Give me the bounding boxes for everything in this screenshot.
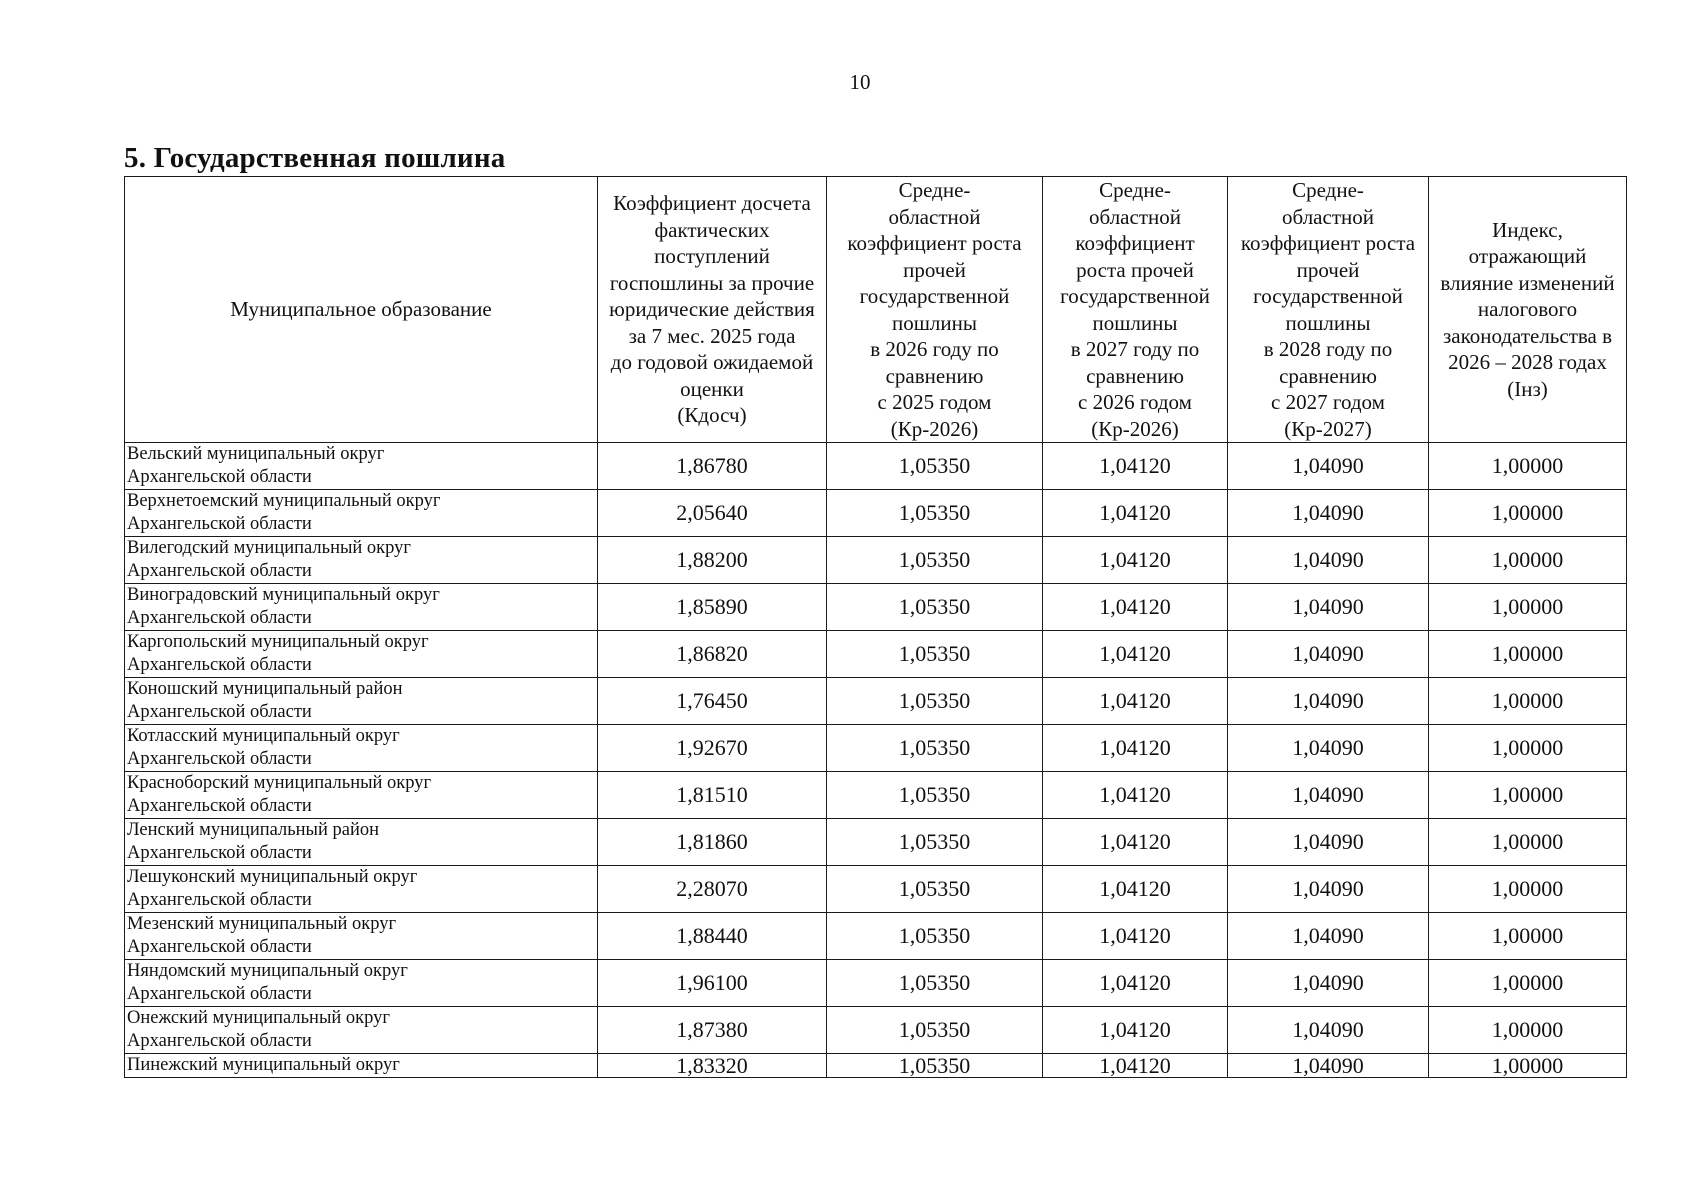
kdosch-value: 1,87380 xyxy=(598,1007,827,1054)
municipality-name: Мезенский муниципальный округ Архангельской области xyxy=(125,913,598,960)
kr-2028-value: 1,04090 xyxy=(1228,819,1429,866)
kr-2027-value: 1,04120 xyxy=(1043,772,1228,819)
table-row xyxy=(125,678,1627,725)
page-number: 10 xyxy=(849,70,871,94)
table-row xyxy=(125,772,1627,819)
kr-2028-value: 1,04090 xyxy=(1228,913,1429,960)
kr-2026-value: 1,05350 xyxy=(827,443,1043,490)
header-kr-2027: Средне- областной коэффициент роста прочей государственной пошлины в 2027 году по сравнению с 2026 годом (Кр-2026) xyxy=(1043,177,1228,443)
kr-2028-value: 1,04090 xyxy=(1228,866,1429,913)
inz-value: 1,00000 xyxy=(1429,913,1627,960)
municipality-name: Красноборский муниципальный округ Архангельской области xyxy=(125,772,598,819)
header-kr-2026: Средне- областной коэффициент роста прочей государственной пошлины в 2026 году по сравнению с 2025 годом (Кр-2026) xyxy=(827,177,1043,443)
inz-value: 1,00000 xyxy=(1429,819,1627,866)
kr-2028-value: 1,04090 xyxy=(1228,631,1429,678)
header-kr-2028: Средне- областной коэффициент роста прочей государственной пошлины в 2028 году по сравнению с 2027 годом (Кр-2027) xyxy=(1228,177,1429,443)
kr-2028-value: 1,04090 xyxy=(1228,537,1429,584)
table-row xyxy=(125,443,1627,490)
kr-2026-value: 1,05350 xyxy=(827,631,1043,678)
kr-2026-value: 1,05350 xyxy=(827,819,1043,866)
table-row xyxy=(125,490,1627,537)
kr-2027-value: 1,04120 xyxy=(1043,1054,1228,1078)
kr-2028-value: 1,04090 xyxy=(1228,1054,1429,1078)
kr-2028-value: 1,04090 xyxy=(1228,772,1429,819)
inz-value: 1,00000 xyxy=(1429,866,1627,913)
inz-value: 1,00000 xyxy=(1429,1007,1627,1054)
table-row xyxy=(125,960,1627,1007)
kr-2027-value: 1,04120 xyxy=(1043,819,1228,866)
kr-2026-value: 1,05350 xyxy=(827,1007,1043,1054)
kr-2028-value: 1,04090 xyxy=(1228,584,1429,631)
kr-2026-value: 1,05350 xyxy=(827,490,1043,537)
kr-2027-value: 1,04120 xyxy=(1043,631,1228,678)
kdosch-value: 1,76450 xyxy=(598,678,827,725)
section-title: 5. Государственная пошлина xyxy=(124,142,506,174)
table-row xyxy=(125,584,1627,631)
table-row xyxy=(125,866,1627,913)
table-header-row xyxy=(125,177,1627,443)
kdosch-value: 1,83320 xyxy=(598,1054,827,1078)
kr-2026-value: 1,05350 xyxy=(827,866,1043,913)
kr-2026-value: 1,05350 xyxy=(827,913,1043,960)
table-row xyxy=(125,819,1627,866)
municipality-name: Пинежский муниципальный округ xyxy=(125,1054,598,1078)
kr-2027-value: 1,04120 xyxy=(1043,866,1228,913)
table-row xyxy=(125,725,1627,772)
municipality-name: Верхнетоемский муниципальный округ Архангельской области xyxy=(125,490,598,537)
inz-value: 1,00000 xyxy=(1429,960,1627,1007)
kr-2027-value: 1,04120 xyxy=(1043,678,1228,725)
kr-2028-value: 1,04090 xyxy=(1228,725,1429,772)
inz-value: 1,00000 xyxy=(1429,725,1627,772)
header-municipality: Муниципальное образование xyxy=(125,177,598,443)
table-row xyxy=(125,1007,1627,1054)
kr-2026-value: 1,05350 xyxy=(827,960,1043,1007)
kr-2026-value: 1,05350 xyxy=(827,725,1043,772)
inz-value: 1,00000 xyxy=(1429,490,1627,537)
kdosch-value: 1,88200 xyxy=(598,537,827,584)
inz-value: 1,00000 xyxy=(1429,537,1627,584)
kr-2026-value: 1,05350 xyxy=(827,584,1043,631)
kr-2028-value: 1,04090 xyxy=(1228,490,1429,537)
municipality-name: Вельский муниципальный округ Архангельской области xyxy=(125,443,598,490)
kr-2028-value: 1,04090 xyxy=(1228,443,1429,490)
table-row xyxy=(125,913,1627,960)
kdosch-value: 1,85890 xyxy=(598,584,827,631)
kdosch-value: 1,96100 xyxy=(598,960,827,1007)
table-row xyxy=(125,537,1627,584)
kr-2027-value: 1,04120 xyxy=(1043,960,1228,1007)
kr-2027-value: 1,04120 xyxy=(1043,490,1228,537)
kr-2027-value: 1,04120 xyxy=(1043,443,1228,490)
inz-value: 1,00000 xyxy=(1429,631,1627,678)
kr-2028-value: 1,04090 xyxy=(1228,678,1429,725)
kdosch-value: 1,81860 xyxy=(598,819,827,866)
kr-2026-value: 1,05350 xyxy=(827,678,1043,725)
municipality-name: Каргопольский муниципальный округ Архангельской области xyxy=(125,631,598,678)
kdosch-value: 2,28070 xyxy=(598,866,827,913)
kdosch-value: 1,81510 xyxy=(598,772,827,819)
kr-2027-value: 1,04120 xyxy=(1043,725,1228,772)
municipality-name: Лешуконский муниципальный округ Архангельской области xyxy=(125,866,598,913)
table-row xyxy=(125,1054,1627,1078)
kdosch-value: 1,86780 xyxy=(598,443,827,490)
kr-2027-value: 1,04120 xyxy=(1043,913,1228,960)
inz-value: 1,00000 xyxy=(1429,772,1627,819)
municipality-name: Виноградовский муниципальный округ Архангельской области xyxy=(125,584,598,631)
kr-2028-value: 1,04090 xyxy=(1228,960,1429,1007)
kr-2026-value: 1,05350 xyxy=(827,772,1043,819)
municipality-name: Вилегодский муниципальный округ Архангельской области xyxy=(125,537,598,584)
municipality-name: Ленский муниципальный район Архангельской области xyxy=(125,819,598,866)
kdosch-value: 1,86820 xyxy=(598,631,827,678)
kdosch-value: 2,05640 xyxy=(598,490,827,537)
kr-2026-value: 1,05350 xyxy=(827,537,1043,584)
header-inz: Индекс, отражающий влияние изменений налогового законодательства в 2026 – 2028 годах (Iнз) xyxy=(1429,177,1627,443)
municipality-name: Няндомский муниципальный округ Архангельской области xyxy=(125,960,598,1007)
kdosch-value: 1,88440 xyxy=(598,913,827,960)
inz-value: 1,00000 xyxy=(1429,678,1627,725)
state-duty-table xyxy=(124,176,1627,1078)
kr-2027-value: 1,04120 xyxy=(1043,1007,1228,1054)
header-kdosch: Коэффициент досчета фактических поступлений госпошлины за прочие юридические действия за 7 мес. 2025 года до годовой ожидаемой оценки (Кдосч) xyxy=(598,177,827,443)
inz-value: 1,00000 xyxy=(1429,443,1627,490)
kdosch-value: 1,92670 xyxy=(598,725,827,772)
kr-2027-value: 1,04120 xyxy=(1043,537,1228,584)
municipality-name: Котласский муниципальный округ Архангельской области xyxy=(125,725,598,772)
kr-2028-value: 1,04090 xyxy=(1228,1007,1429,1054)
kr-2027-value: 1,04120 xyxy=(1043,584,1228,631)
municipality-name: Коношский муниципальный район Архангельской области xyxy=(125,678,598,725)
inz-value: 1,00000 xyxy=(1429,1054,1627,1078)
municipality-name: Онежский муниципальный округ Архангельской области xyxy=(125,1007,598,1054)
inz-value: 1,00000 xyxy=(1429,584,1627,631)
kr-2026-value: 1,05350 xyxy=(827,1054,1043,1078)
table-row xyxy=(125,631,1627,678)
